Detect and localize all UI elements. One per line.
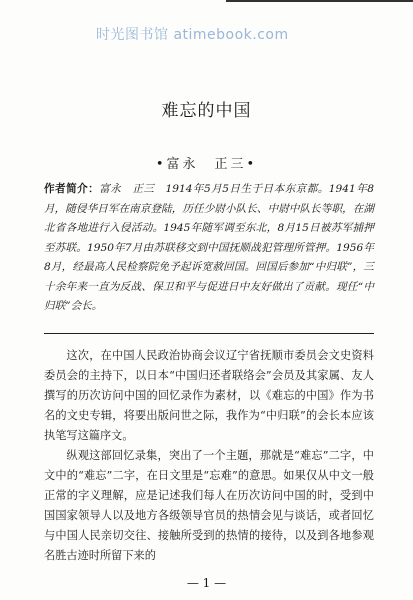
section-divider	[44, 333, 374, 334]
top-rule	[226, 0, 413, 8]
author-bio	[44, 180, 374, 317]
page-title: 难忘的中国	[161, 101, 252, 121]
paragraph: 这次，在中国人民政治协商会议辽宁省抚顺市委员会文史资料委员会的主持下，以日本“中国归还者联络会”会员及其家属、友人撰写的历次访问中国的回忆录作为素材，以《难忘的中国》作为书名的文史专辑，将要出版问世之际，我作为“中归联”的会长本应该执笔写这篇序文。	[44, 349, 374, 442]
watermark: 时光图书馆 atimebook.com	[96, 27, 289, 43]
paragraph: 纵观这部回忆录集，突出了一个主题，那就是“难忘”二字，中文中的“难忘”二字，在日文里是“忘难”的意思。如果仅从中文一般正常的字义理解，应是记述我们每人在历次访问中国的时，受到中国国家领导人以及地方各级领导官员的热情会见与谈话，或者回忆与中国人民亲切交往、接触所受到的热情的接待，以及到各地参观名胜古迹时所留下来的	[44, 449, 374, 562]
bio-label: 作者简介：	[44, 183, 100, 195]
page-number: — 1 —	[186, 576, 227, 590]
body-text	[44, 346, 374, 566]
bio-text: 富永 正三 1914年5月5日生于日本东京都。1941年8月，随侵华日军在南京登陆，历任少尉小队长、中尉中队长等职，在湖北省各地进行入侵活动。1945年随军调至东北，8月15日被苏军捕押至苏联。1950年7月由苏联移交到中国抚顺战犯管理所管押。1956年8月，经最高人民检察院免予起诉宽赦回国。回国后参加“中归联”，三十余年来一直为反战、保卫和平与促进日中友好做出了贡献。现任“中归联”会长。	[44, 183, 375, 312]
author-name: •富永 正三•	[155, 157, 258, 172]
